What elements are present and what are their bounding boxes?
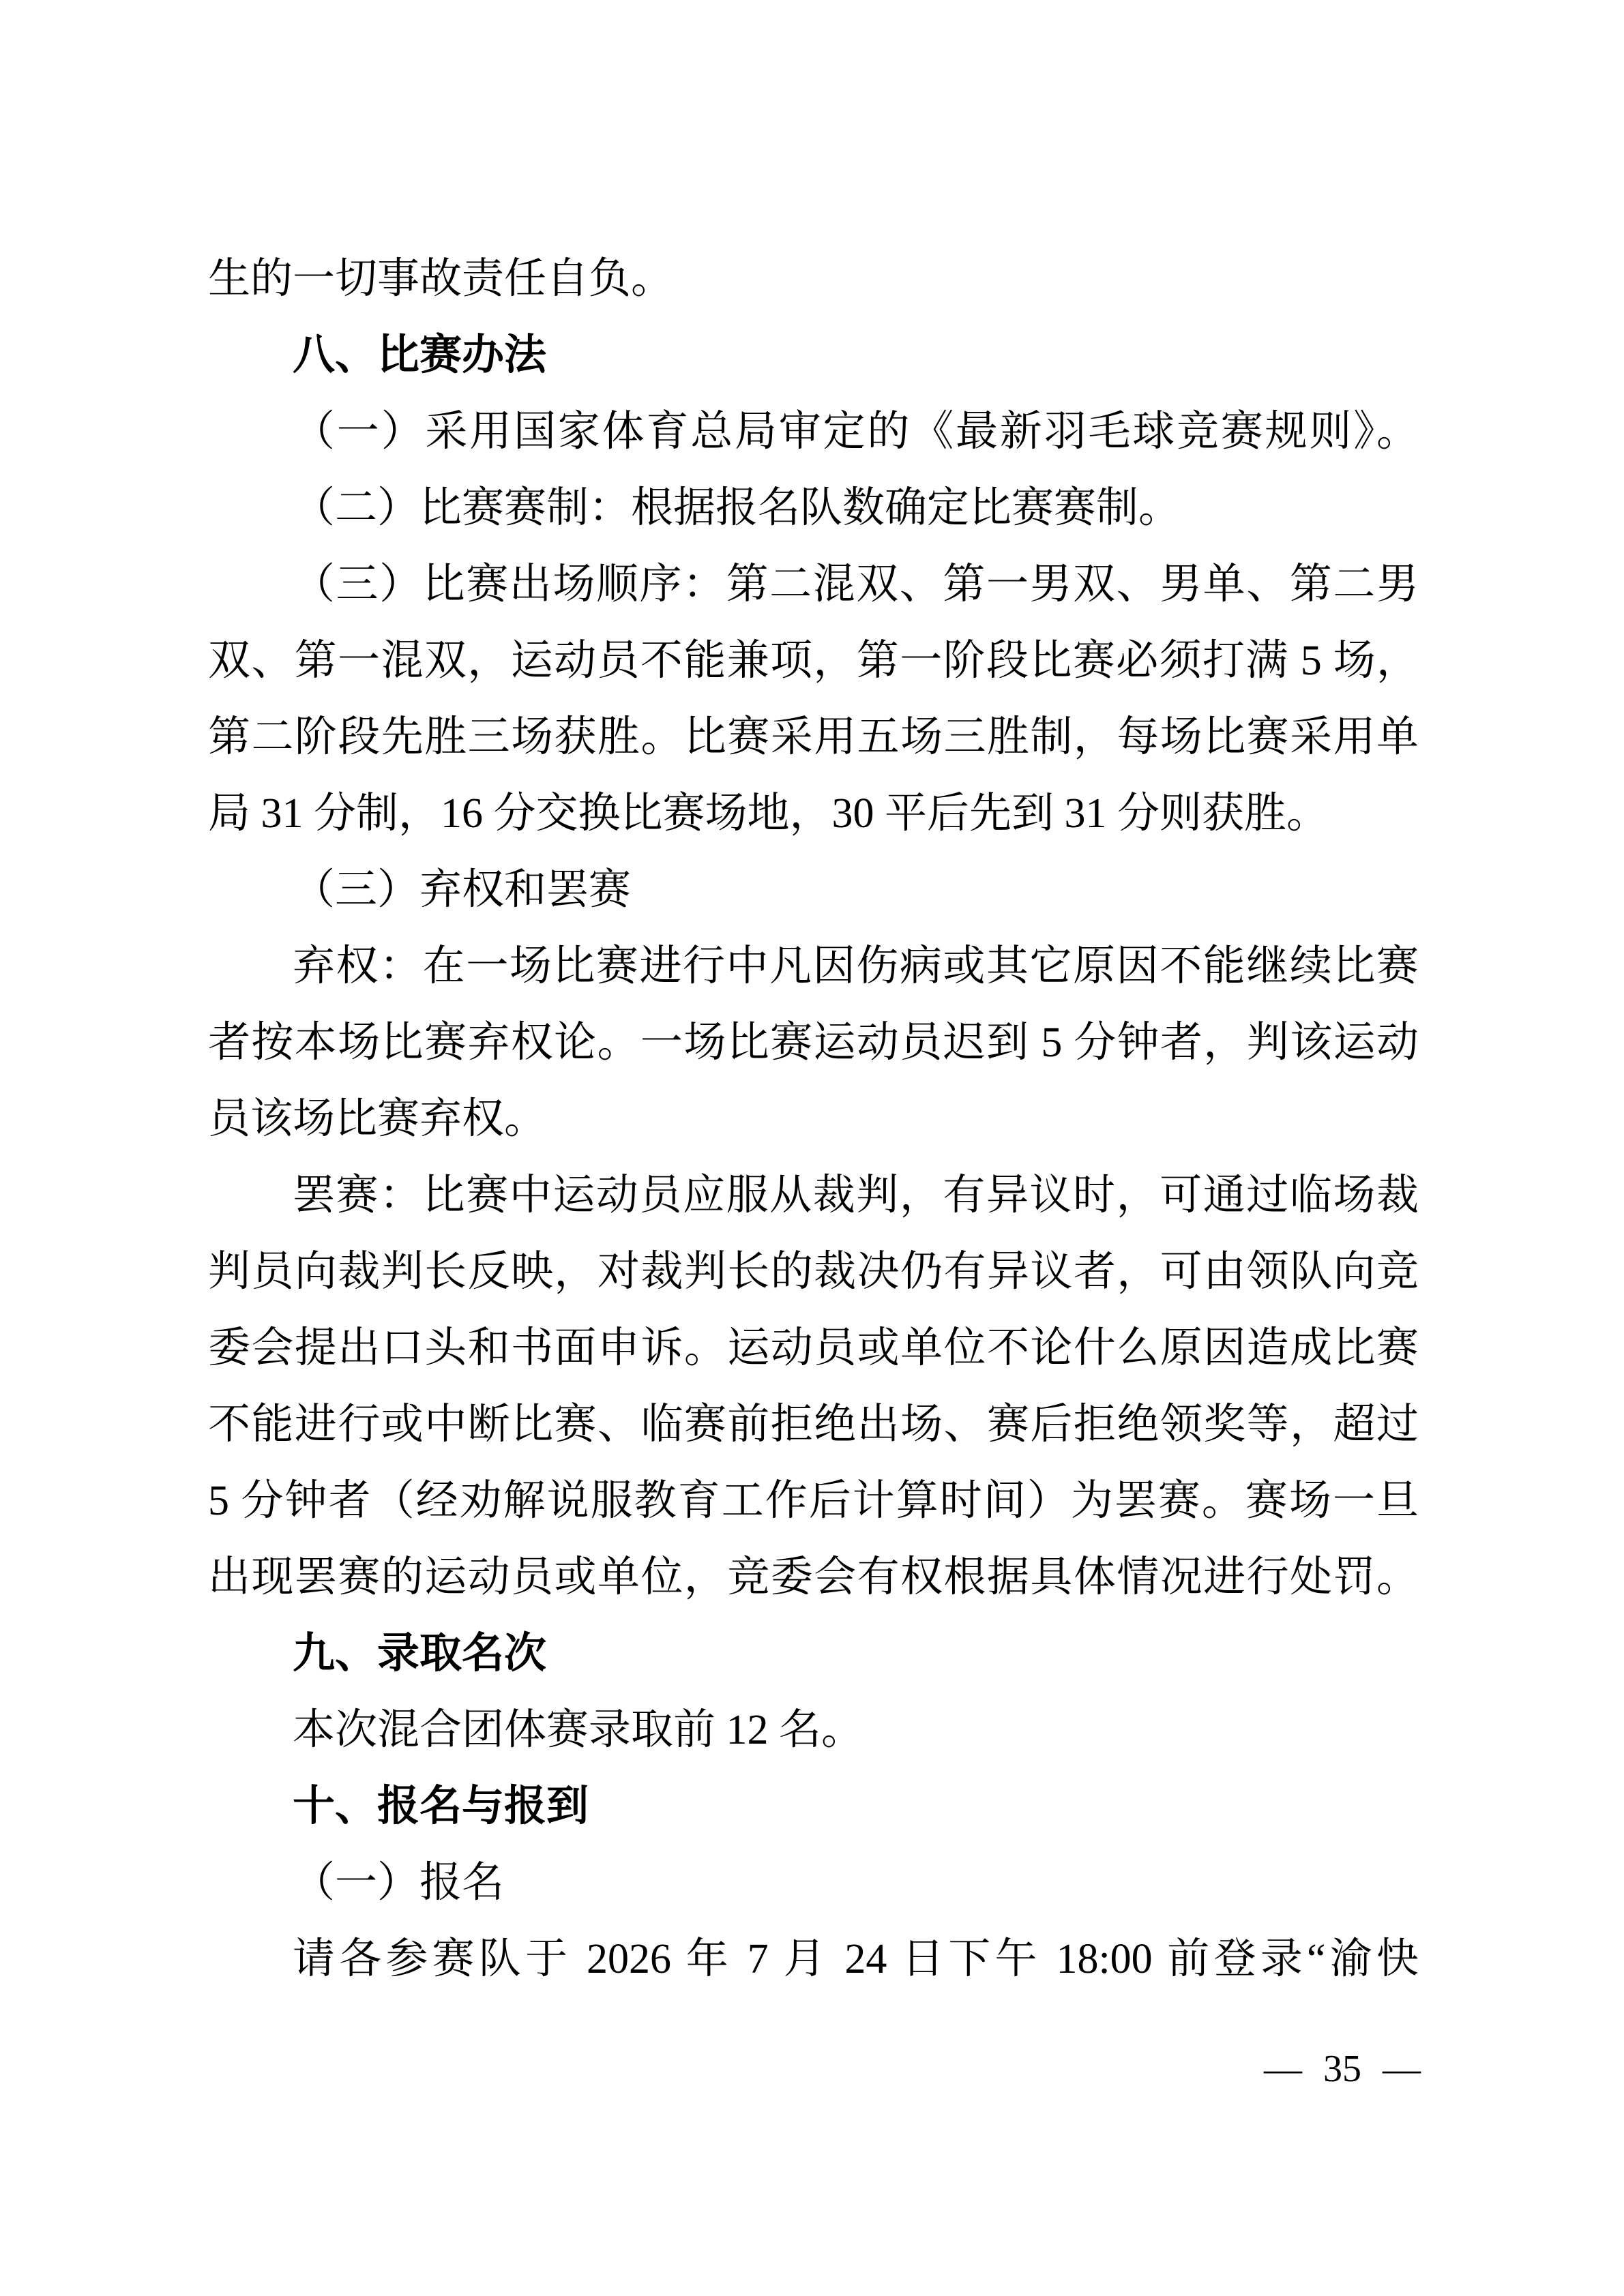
text-line: 生的一切事故责任自负。 (208, 256, 674, 302)
section-heading: 十、报名与报到 (293, 1783, 589, 1830)
text-line: 5 分钟者（经劝解说服教育工作后计算时间）为罢赛。赛场一旦 (208, 1478, 1419, 1524)
text-line: 本次混合团体赛录取前 12 名。 (293, 1707, 864, 1753)
text-line: 第二阶段先胜三场获胜。比赛采用五场三胜制，每场比赛采用单 (208, 714, 1419, 760)
text-line: 局 31 分制，16 分交换比赛场地，30 平后先到 31 分则获胜。 (208, 790, 1329, 837)
text-line: 委会提出口头和书面申诉。运动员或单位不论什么原因造成比赛 (208, 1325, 1419, 1371)
text-line: 判员向裁判长反映，对裁判长的裁决仍有异议者，可由领队向竞 (208, 1249, 1419, 1295)
section-heading: 九、录取名次 (293, 1630, 547, 1677)
text-line: 罢赛：比赛中运动员应服从裁判，有异议时，可通过临场裁 (293, 1172, 1419, 1219)
text-line: （一）采用国家体育总局审定的《最新羽毛球竞赛规则》。 (293, 408, 1419, 455)
text-line: 者按本场比赛弃权论。一场比赛运动员迟到 5 分钟者，判该运动 (208, 1019, 1419, 1066)
document-body (208, 241, 1419, 1997)
text-line: （二）比赛赛制：根据报名队数确定比赛赛制。 (293, 485, 1181, 531)
text-line: 双、第一混双，运动员不能兼项，第一阶段比赛必须打满 5 场， (208, 638, 1419, 684)
text-line: （三）弃权和罢赛 (293, 867, 632, 913)
text-line: 请各参赛队于 2026 年 7 月 24 日下午 18:00 前登录“渝快 (293, 1936, 1419, 1982)
text-line: 不能进行或中断比赛、临赛前拒绝出场、赛后拒绝领奖等，超过 (208, 1401, 1419, 1448)
section-heading: 八、比赛办法 (293, 331, 547, 378)
text-line: 出现罢赛的运动员或单位，竞委会有权根据具体情况进行处罚。 (208, 1554, 1419, 1600)
page-number: — 35 — (1264, 2048, 1421, 2090)
text-line: 员该场比赛弃权。 (208, 1096, 547, 1142)
text-line: （三）比赛出场顺序：第二混双、第一男双、男单、第二男 (293, 561, 1419, 608)
text-line: 弃权：在一场比赛进行中凡因伤病或其它原因不能继续比赛 (293, 943, 1419, 989)
text-line: （一）报名 (293, 1860, 505, 1906)
